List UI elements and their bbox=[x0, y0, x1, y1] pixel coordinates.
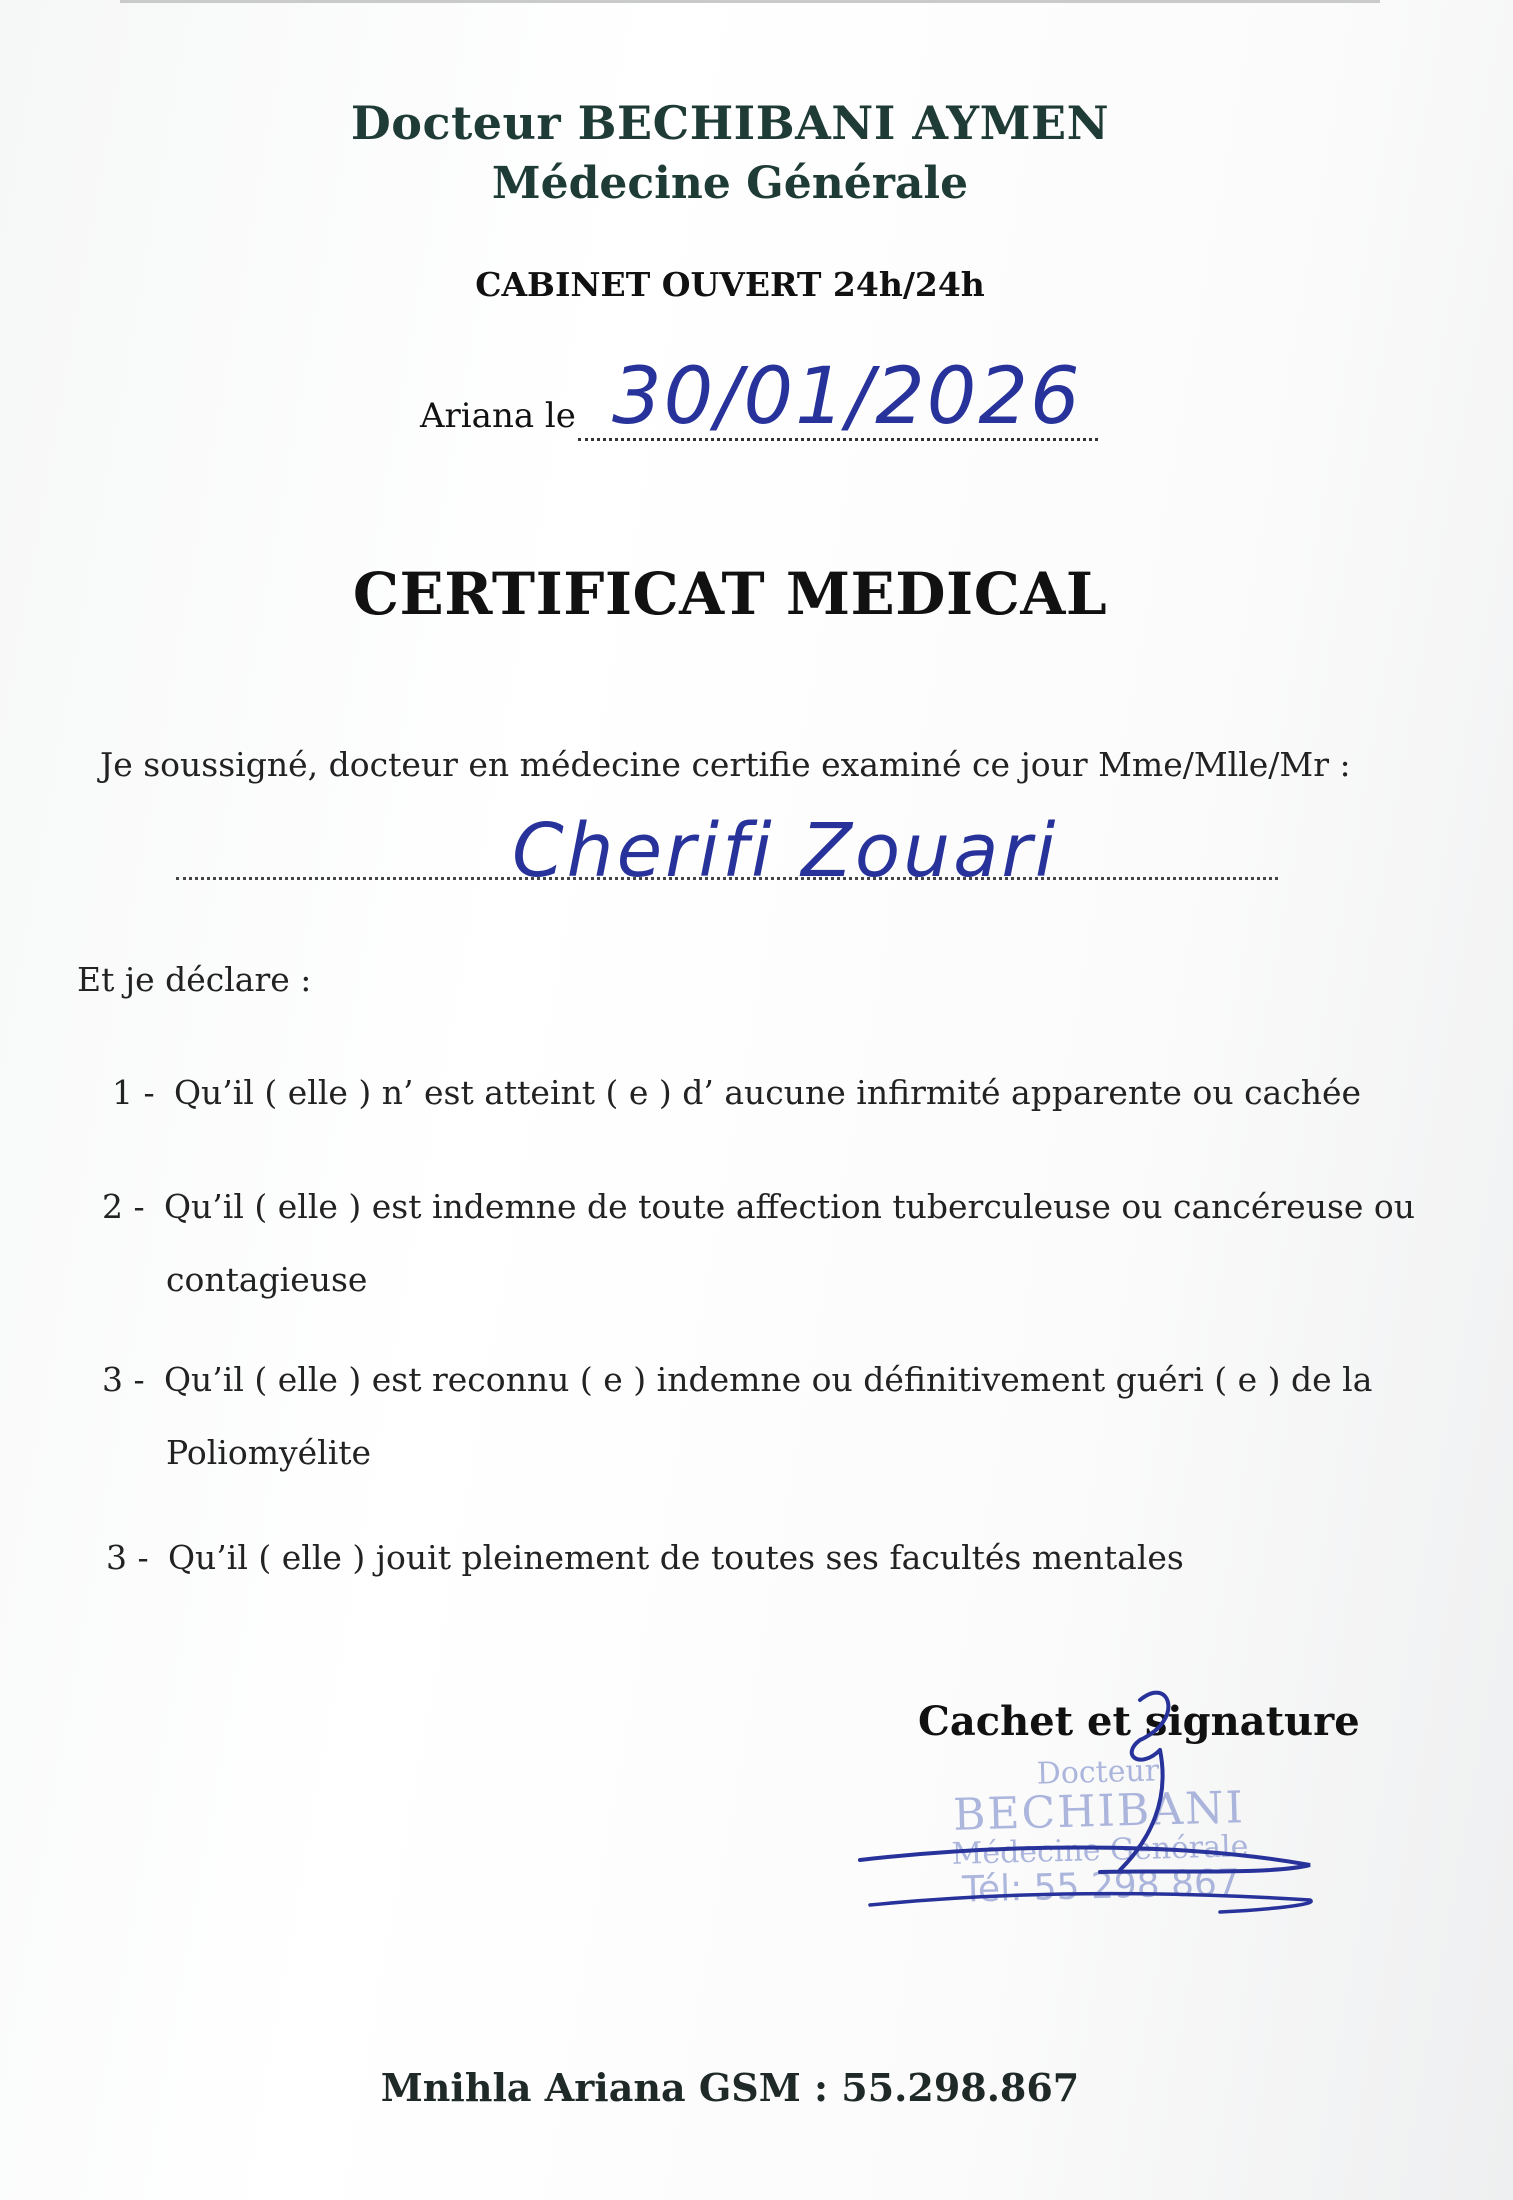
declaration-item bbox=[112, 1056, 1361, 1129]
doctor-name: Docteur BECHIBANI AYMEN bbox=[350, 96, 1110, 150]
item-text: Qu’il ( elle ) est indemne de toute affection tuberculeuse ou cancéreuse ou bbox=[164, 1187, 1416, 1226]
declare-heading: Et je déclare : bbox=[77, 960, 312, 999]
stamp-line: BECHIBANI bbox=[952, 1782, 1246, 1841]
document-title: CERTIFICAT MEDICAL bbox=[352, 560, 1108, 628]
item-number: 3 - bbox=[102, 1360, 145, 1399]
cabinet-hours: CABINET OUVERT 24h/24h bbox=[475, 265, 985, 304]
handwritten-signature bbox=[840, 1680, 1340, 1940]
top-edge-line bbox=[120, 0, 1380, 3]
footer-contact: Mnihla Ariana GSM : 55.298.867 bbox=[380, 2065, 1080, 2110]
intro-statement: Je soussigné, docteur en médecine certifie examiné ce jour Mme/Mlle/Mr : bbox=[100, 745, 1351, 784]
stamp-line: Tél: 55 298 867 bbox=[961, 1862, 1241, 1911]
item-number: 1 - bbox=[112, 1073, 155, 1112]
item-continuation: contagieuse bbox=[166, 1260, 368, 1299]
declaration-item bbox=[102, 1343, 1442, 1489]
declaration-item bbox=[102, 1170, 1442, 1316]
item-number: 2 - bbox=[102, 1187, 145, 1226]
stamp-line: Docteur bbox=[1036, 1753, 1160, 1792]
handwritten-date: 30/01/2026 bbox=[612, 352, 1082, 442]
item-text: Qu’il ( elle ) jouit pleinement de toutes ses facultés mentales bbox=[168, 1538, 1184, 1577]
doctor-specialty: Médecine Générale bbox=[491, 158, 969, 209]
declaration-item bbox=[106, 1521, 1184, 1594]
item-text: Qu’il ( elle ) est reconnu ( e ) indemne ou définitivement guéri ( e ) de la bbox=[164, 1360, 1373, 1399]
handwritten-patient-name: Cherifi Zouari bbox=[512, 808, 1059, 894]
item-text: Qu’il ( elle ) n’ est atteint ( e ) d’ aucune infirmité apparente ou cachée bbox=[174, 1073, 1362, 1112]
item-continuation: Poliomyélite bbox=[166, 1433, 372, 1472]
date-label: Ariana le bbox=[420, 396, 576, 436]
item-number: 3 - bbox=[106, 1538, 149, 1577]
stamp-line: Médecine Générale bbox=[951, 1829, 1249, 1872]
signature-label: Cachet et signature bbox=[918, 1698, 1360, 1745]
